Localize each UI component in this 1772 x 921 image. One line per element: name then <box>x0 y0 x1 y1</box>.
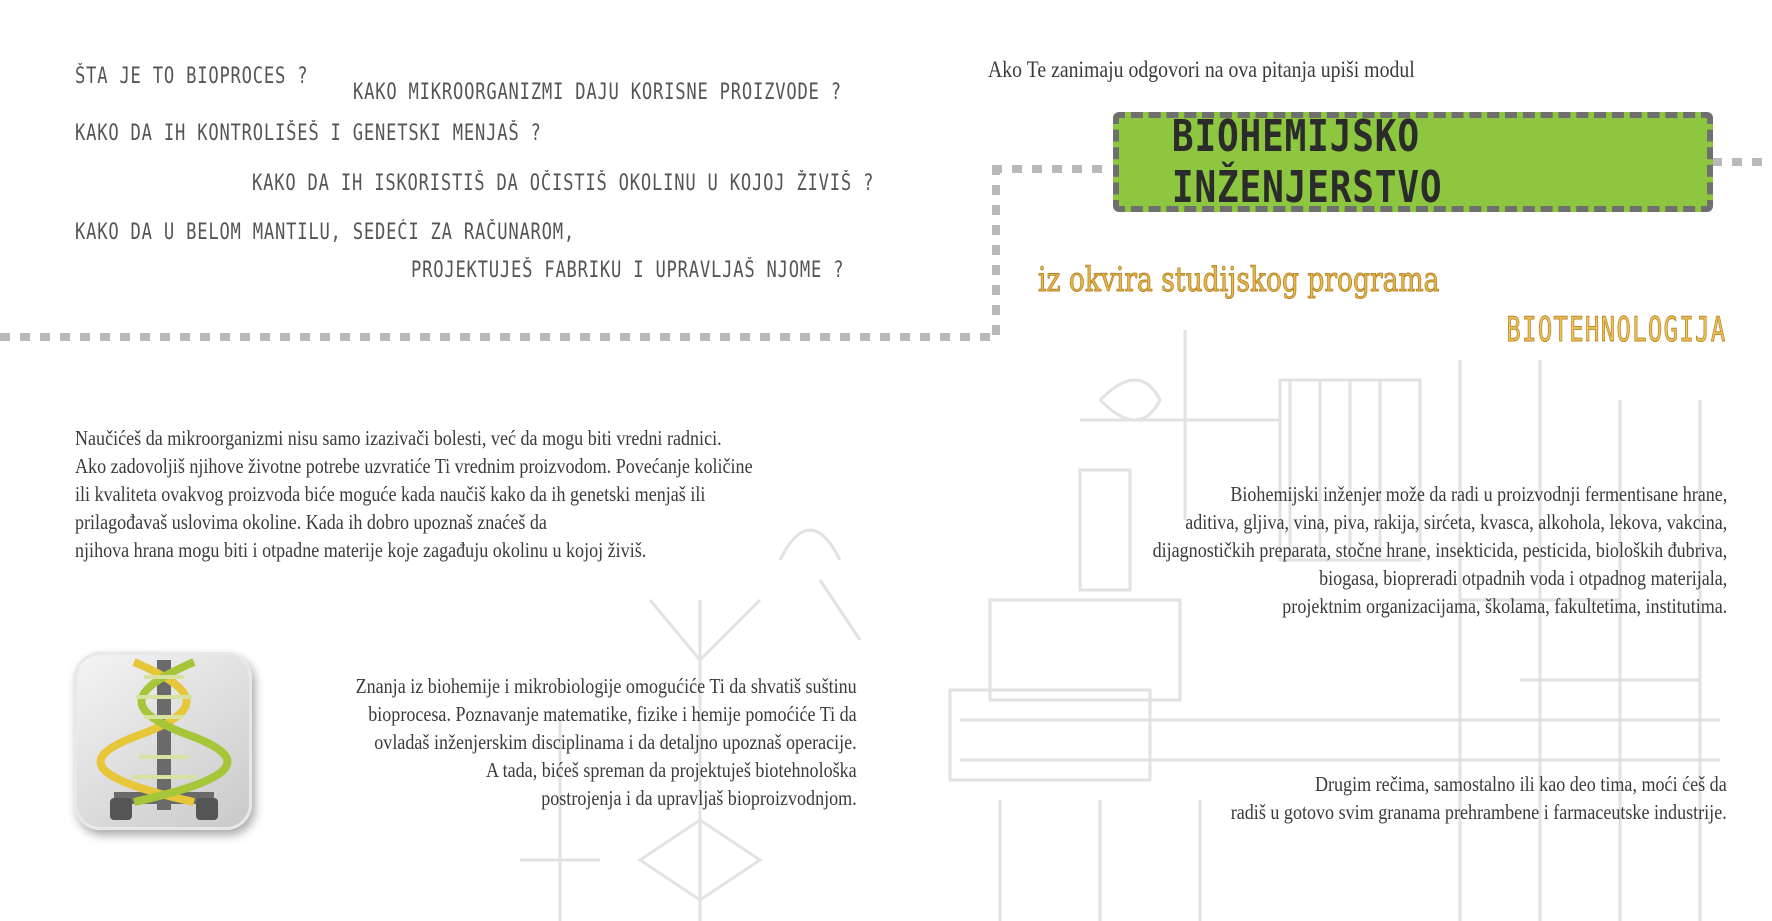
left-paragraph-line: Ako zadovoljiš njihove životne potrebe uzvratiće Ti vrednim proizvodom. Povećanje količine <box>75 454 753 478</box>
question-design-factory: PROJEKTUJEŠ FABRIKU I UPRAVLJAŠ NJOME ? <box>411 258 845 283</box>
closing-paragraph-line: Drugim rečima, samostalno ili kao deo tima, moći ćeš da <box>1315 772 1727 796</box>
program-prefix: iz okvira studijskog programa <box>1038 260 1440 300</box>
question-useful-products: KAKO MIKROORGANIZMI DAJU KORISNE PROIZVODE ? <box>353 80 842 105</box>
module-name: BIOHEMIJSKO INŽENJERSTVO <box>1171 111 1443 213</box>
program-name: BIOTEHNOLOGIJA <box>1506 310 1727 350</box>
left-paragraph-line: ili kvaliteta ovakvog proizvoda biće moguće kada naučiš kako da ih genetski menjaš ili <box>75 482 706 506</box>
dotted-connector-left <box>992 165 1102 173</box>
left-paragraph <box>75 424 863 564</box>
question-bioprocess: ŠTA JE TO BIOPROCES ? <box>75 64 309 89</box>
question-lab-coat: KAKO DA U BELOM MANTILU, SEDEĆI ZA RAČUNAROM, <box>75 220 576 245</box>
dotted-divider-bottom <box>0 333 1000 341</box>
closing-paragraph <box>1150 770 1727 826</box>
question-control-genetics: KAKO DA IH KONTROLIŠEŠ I GENETSKI MENJAŠ ? <box>75 121 542 146</box>
icon-paragraph-line: bioprocesa. Poznavanje matematike, fizike i hemije pomoćiće Ti da <box>368 702 857 726</box>
question-clean-environment: KAKO DA IH ISKORISTIŠ DA OČISTIŠ OKOLINU U KOJOJ ŽIVIŠ ? <box>252 171 875 196</box>
dotted-divider-vertical <box>992 165 1000 341</box>
right-paragraph <box>1059 480 1727 620</box>
left-paragraph-line: Naučićeš da mikroorganizmi nisu samo izazivači bolesti, već da mogu biti vredni radnici. <box>75 426 722 450</box>
icon-paragraph <box>274 672 857 812</box>
right-paragraph-line: biogasa, biopreradi otpadnih voda i otpadnog materijala, <box>1318 566 1727 590</box>
icon-paragraph-line: postrojenja i da upravljaš bioproizvodnjom. <box>541 786 857 810</box>
module-badge <box>1113 112 1713 212</box>
closing-paragraph-line: radiš u gotovo svim granama prehrambene i farmaceutske industrije. <box>1231 800 1727 824</box>
dna-helix-icon <box>74 652 252 830</box>
right-paragraph-line: projektnim organizacijama, školama, fakultetima, institutima. <box>1281 594 1727 618</box>
right-paragraph-line: dijagnostičkih preparata, stočne hrane, insekticida, pesticida, bioloških đubriva, <box>1152 538 1727 562</box>
icon-paragraph-line: A tada, bićeš spreman da projektuješ biotehnološka <box>486 758 857 782</box>
icon-paragraph-line: Znanja iz biohemije i mikrobiologije omogućiće Ti da shvatiš suštinu <box>355 674 857 698</box>
module-intro: Ako Te zanimaju odgovori na ova pitanja upiši modul <box>988 57 1415 82</box>
icon-paragraph-line: ovladaš inženjerskim disciplinama i da detaljno upoznaš operacije. <box>374 730 857 754</box>
left-paragraph-line: prilagođavaš uslovima okoline. Kada ih dobro upoznaš znaćeš da <box>75 510 547 534</box>
right-paragraph-line: aditiva, gljiva, vina, piva, rakija, sirćeta, kvasca, alkohola, lekova, vakcina, <box>1184 510 1727 534</box>
dotted-connector-right <box>1712 158 1772 166</box>
right-paragraph-line: Biohemijski inženjer može da radi u proizvodnji fermentisane hrane, <box>1230 482 1727 506</box>
dna-helix-graphic <box>74 652 252 830</box>
left-paragraph-line: njihova hrana mogu biti i otpadne materije koje zagađuju okolinu u kojoj živiš. <box>75 538 647 562</box>
